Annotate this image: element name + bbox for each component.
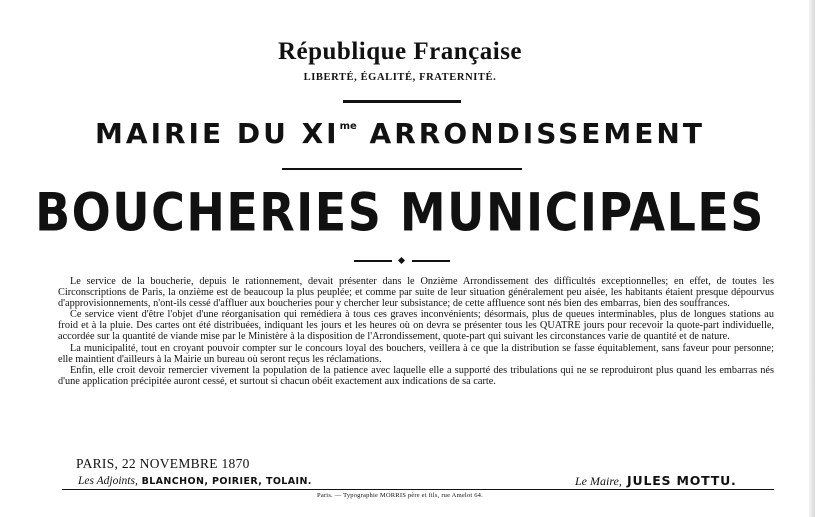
ornament-diamond-icon (398, 258, 406, 264)
mairie-suffix: ARRONDISSEMENT (356, 117, 705, 150)
announcement-body (58, 276, 774, 387)
printer-imprint: Paris. — Typographie MORRIS père et fils, rue Amelot 64. (317, 492, 483, 499)
dateline: PARIS, 22 NOVEMBRE 1870 (76, 456, 250, 471)
maire-name: JULES MOTTU. (621, 473, 737, 488)
mairie-superscript: me (339, 121, 357, 132)
header-divider (343, 100, 461, 103)
national-motto: LIBERTÉ, ÉGALITÉ, FRATERNITÉ. (303, 72, 497, 83)
page-edge-shadow (809, 0, 815, 517)
poster-title: BOUCHERIES MUNICIPALES (35, 181, 765, 244)
ornament-left-line (354, 260, 392, 262)
maire-signature (575, 473, 737, 489)
maire-label: Le Maire, (575, 474, 622, 488)
mairie-heading (0, 117, 800, 150)
adjoints-signature (78, 475, 312, 487)
mairie-prefix: MAIRIE DU XI (95, 117, 340, 150)
mairie-divider (282, 168, 522, 170)
paragraph-4: Enfin, elle croit devoir remercier vivement la population de la patience avec laquelle elle a supporté des tribulations qui ne se reproduiront plus quand les embarras nés d'une application précipitée auront cessé, et surtout si chacun obéit exactement aux indications de sa carte. (58, 364, 774, 387)
ornament-divider (354, 258, 450, 264)
paragraph-2: Ce service vient d'être l'objet d'une réorganisation qui remédiera à tous ces graves inconvénients; désormais, plus de queues interminables, plus de longues stations au froid et à la pluie. Des cartes ont été distribuées, indiquant les jours et les heures où on devra se présenter tous les QUATRE jours pour recevoir la quote-part individuelle, accordée sur la quantité de viande mise par le Ministère à la disposition de l'Arrondissement, quote-part qui suivant les circonstances varie de quantité et de nature. (58, 309, 774, 343)
footer-divider (62, 489, 774, 490)
republic-heading: République Française (277, 38, 523, 65)
adjoints-label: Les Adjoints, (78, 475, 138, 487)
ornament-right-line (412, 260, 450, 262)
adjoints-names: BLANCHON, POIRIER, TOLAIN. (137, 476, 312, 487)
paragraph-1: Le service de la boucherie, depuis le rationnement, devait présenter dans le Onzième Arrondissement des difficultés exceptionnelles; en effet, de toutes les Circonscriptions de Paris, la onzième est de beaucoup la plus peuplée; et comme par suite de leur situation généralement peu aisée, les habitants étaient presque dépourvus d'approvisionnements, n'ont-ils cessé d'affluer aux boucheries pour y chercher leur subsistance; de cette affluence sont nés bien des embarras, bien des souffrances. (58, 276, 774, 310)
paragraph-3: La municipalité, tout en croyant pouvoir compter sur le concours loyal des bouchers, veillera à ce que la distribution se fasse équitablement, sans faveur pour personne; elle maintient d'ailleurs à la Mairie un bureau où seront reçus les réclamations. (58, 342, 774, 365)
